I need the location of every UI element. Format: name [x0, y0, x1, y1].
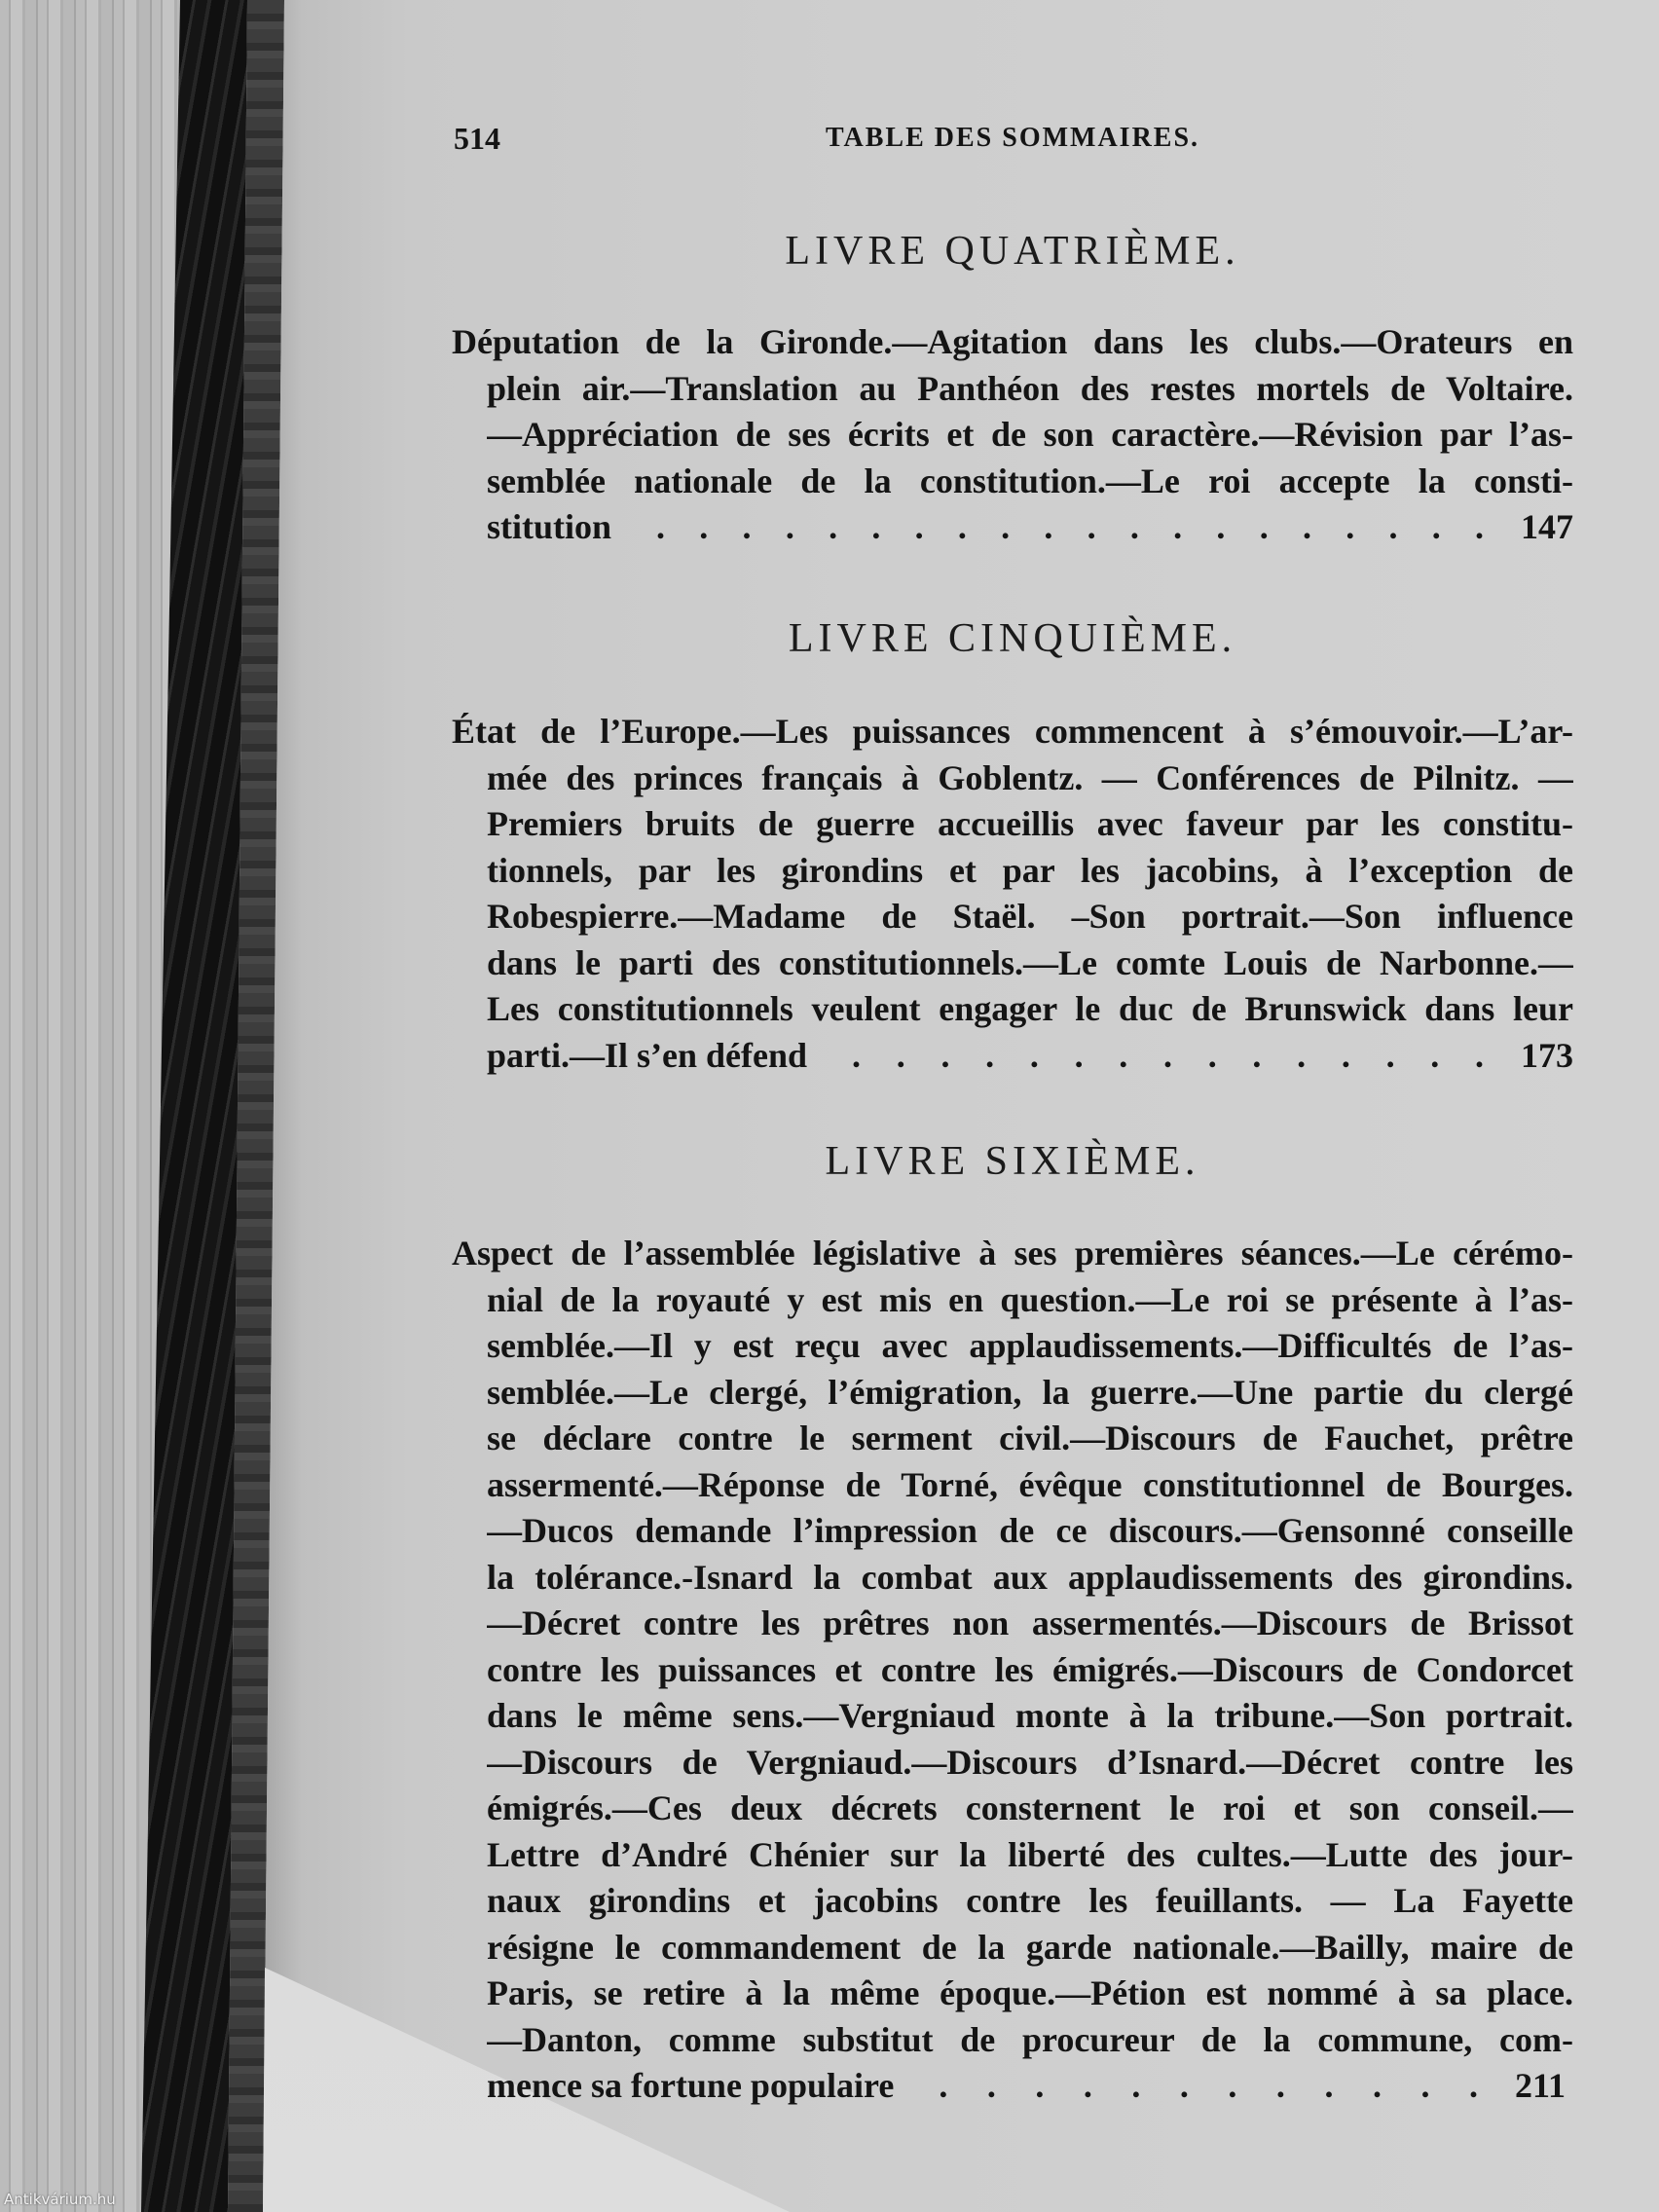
summary-line: naux girondins et jacobins contre les feuillants. — La Fayette: [487, 1881, 1573, 1920]
summary-line: nial de la royauté y est mis en question.—Le roi se présente à l’as-: [487, 1279, 1573, 1319]
section-heading: LIVRE CINQUIÈME.: [788, 616, 1237, 661]
summary-last-line: [487, 504, 1573, 551]
summary-line: assermenté.—Réponse de Torné, évêque constitutionnel de Bourges.: [487, 1464, 1573, 1504]
summary-line: émigrés.—Ces deux décrets consternent le roi et son conseil.—: [487, 1788, 1573, 1827]
summary-line: Les constitutionnels veulent engager le duc de Brunswick dans leur: [487, 989, 1573, 1028]
summary-line: —Décret contre les prêtres non assermentés.—Discours de Brissot: [487, 1604, 1573, 1642]
summary-line: —Ducos demande l’impression de ce discours.—Gensonné conseille: [487, 1511, 1573, 1550]
summary-line: État de l’Europe.—Les puissances commencent à s’émouvoir.—L’ar-: [452, 712, 1573, 751]
summary-line-end: stitution: [487, 507, 612, 546]
summary-line: —Discours de Vergniaud.—Discours d’Isnard.—Décret contre les: [487, 1742, 1573, 1782]
section-heading: LIVRE QUATRIÈME.: [785, 229, 1240, 274]
page-reference: 211: [1514, 2066, 1566, 2105]
summary-line: mée des princes français à Goblentz. — Conférences de Pilnitz. —: [487, 757, 1573, 797]
section-heading: LIVRE SIXIÈME.: [825, 1139, 1200, 1184]
summary-paragraph: [452, 319, 1573, 551]
summary-line: semblée.—Il y est reçu avec applaudissements.—Difficultés de l’as-: [487, 1326, 1573, 1365]
summary-line: Députation de la Gironde.—Agitation dans les clubs.—Orateurs en: [452, 322, 1573, 361]
summary-line: Paris, se retire à la même époque.—Pétion est nommé à sa place.: [487, 1973, 1573, 2012]
summary-paragraph: [452, 709, 1573, 1079]
page-reference: 147: [1521, 507, 1573, 546]
summary-line: Premiers bruits de guerre accueillis avec faveur par les constitu-: [487, 804, 1573, 843]
page-reference: 173: [1521, 1035, 1573, 1075]
summary-last-line: [487, 2063, 1573, 2110]
page-number: 514: [454, 121, 500, 156]
leader-dots: . . . . . . . . . . . . . . .: [852, 1035, 1484, 1075]
watermark-text: Antikvárium.hu: [4, 2191, 116, 2208]
summary-line: tionnels, par les girondins et par les jacobins, à l’exception de: [487, 850, 1573, 890]
summary-line: dans le même sens.—Vergniaud monte à la tribune.—Son portrait.: [487, 1696, 1573, 1735]
summary-line: la tolérance.-Isnard la combat aux applaudissements des girondins.: [487, 1557, 1573, 1597]
summary-line: Robespierre.—Madame de Staël. –Son portrait.—Son influence: [487, 897, 1573, 936]
summary-line: résigne le commandement de la garde nationale.—Bailly, maire de: [487, 1927, 1573, 1967]
running-head: [452, 119, 1573, 158]
summary-line: se déclare contre le serment civil.—Discours de Fauchet, prêtre: [487, 1419, 1573, 1457]
summary-line: Aspect de l’assemblée législative à ses premières séances.—Le cérémo-: [452, 1234, 1573, 1272]
running-title: TABLE DES SOMMAIRES.: [825, 123, 1200, 153]
leader-dots: . . . . . . . . . . . .: [939, 2066, 1478, 2105]
summary-line: —Danton, comme substitut de procureur de la commune, com-: [487, 2019, 1573, 2059]
summary-paragraph: [452, 1231, 1573, 2110]
summary-line: semblée nationale de la constitution.—Le roi accepte la consti-: [487, 461, 1573, 500]
summary-line: contre les puissances et contre les émigrés.—Discours de Condorcet: [487, 1649, 1573, 1689]
summary-line: Lettre d’André Chénier sur la liberté des cultes.—Lutte des jour-: [487, 1834, 1573, 1874]
summary-line: dans le parti des constitutionnels.—Le comte Louis de Narbonne.—: [487, 942, 1573, 982]
summary-line: —Appréciation de ses écrits et de son caractère.—Révision par l’as-: [487, 415, 1573, 454]
summary-line: plein air.—Translation au Panthéon des restes mortels de Voltaire.: [487, 368, 1573, 408]
summary-line-end: mence sa fortune populaire: [487, 2066, 895, 2105]
summary-last-line: [487, 1033, 1573, 1080]
summary-line: semblée.—Le clergé, l’émigration, la guerre.—Une partie du clergé: [487, 1372, 1573, 1412]
summary-line-end: parti.—Il s’en défend: [487, 1035, 808, 1075]
leader-dots: . . . . . . . . . . . . . . . . . . . .: [656, 507, 1484, 546]
